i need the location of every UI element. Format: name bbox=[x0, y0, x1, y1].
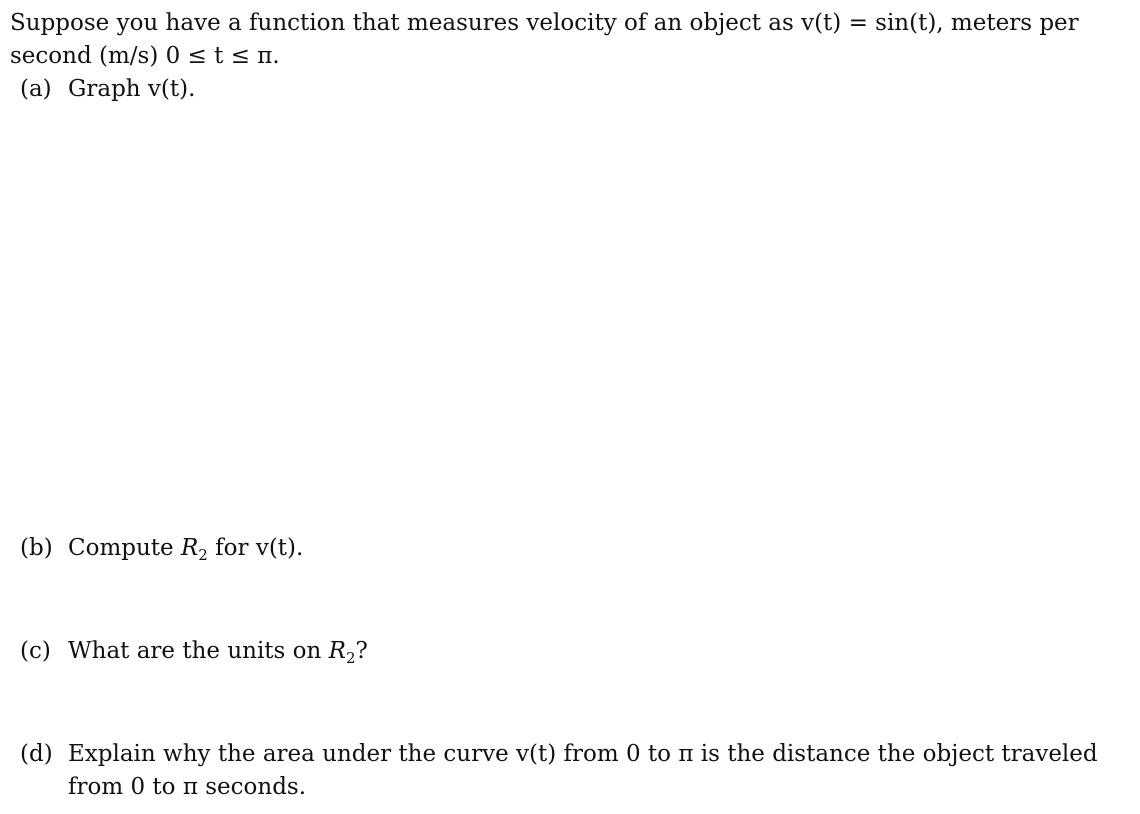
part-d-tag: (d) bbox=[20, 741, 53, 767]
part-c bbox=[20, 635, 368, 667]
part-b bbox=[20, 532, 303, 564]
part-d-line-1: Explain why the area under the curve v(t) from 0 to π is the distance the object traveled bbox=[68, 741, 1098, 767]
part-a-tag: (a) bbox=[20, 76, 52, 102]
part-c-r: R bbox=[328, 638, 346, 664]
part-d-line-2: from 0 to π seconds. bbox=[68, 774, 307, 800]
intro-line-1: Suppose you have a function that measures velocity of an object as v(t) = sin(t), meters per bbox=[10, 10, 1079, 36]
part-a-text: Graph v(t). bbox=[68, 76, 196, 102]
part-b-text-post: for v(t). bbox=[207, 535, 304, 561]
part-c-tag: (c) bbox=[20, 638, 51, 664]
part-b-text-pre: Compute bbox=[68, 535, 181, 561]
part-b-r: R bbox=[180, 535, 199, 561]
part-d bbox=[20, 738, 1098, 770]
part-a bbox=[20, 73, 195, 105]
part-c-text-pre: What are the units on bbox=[68, 638, 329, 664]
intro-line-2: second (m/s) 0 ≤ t ≤ π. bbox=[10, 43, 280, 69]
part-b-sub: 2 bbox=[198, 546, 208, 564]
part-c-text-post: ? bbox=[355, 638, 368, 664]
part-b-tag: (b) bbox=[20, 535, 53, 561]
part-c-sub: 2 bbox=[345, 649, 356, 667]
